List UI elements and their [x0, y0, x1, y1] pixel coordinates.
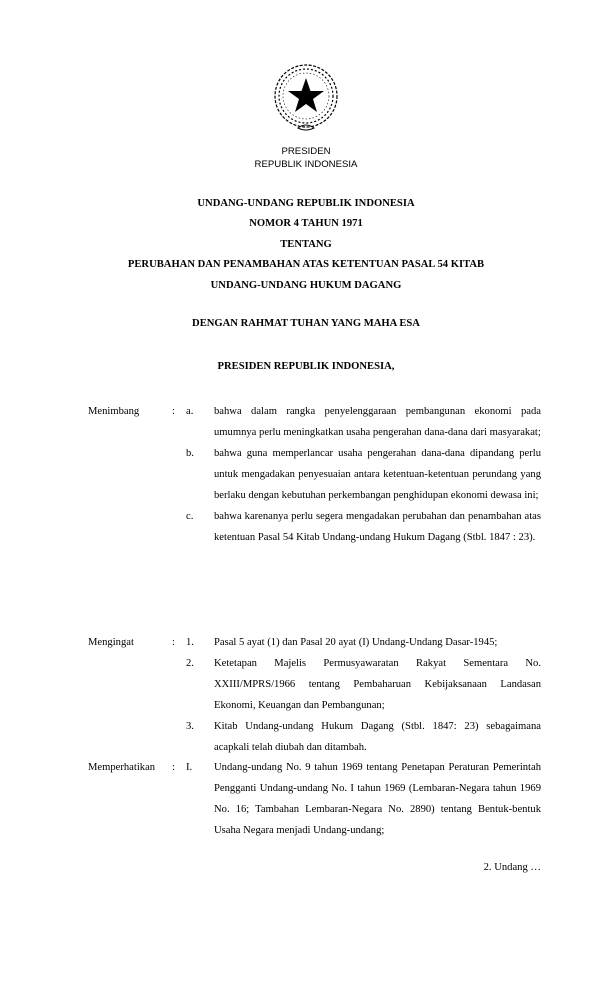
list-item	[88, 632, 548, 653]
item-number: 3.	[186, 721, 194, 732]
item-text: Pasal 5 ayat (1) dan Pasal 20 ayat (I) Undang-Undang Dasar-1945;	[214, 637, 498, 648]
colon: :	[172, 637, 175, 648]
item-text: bahwa guna memperlancar usaha pengerahan dana-dana dipandang perlu untuk mengadakan penyesuaian antara ketentuan-ketentuan perundang yang berlaku dengan kebutuhan perkembangan penghidupan ekonomi dewasa ini;	[214, 448, 541, 501]
list-item	[88, 443, 548, 506]
document-title	[0, 194, 612, 296]
item-number: I.	[186, 762, 193, 773]
list-item	[88, 401, 548, 443]
emblem-line2: REPUBLIK INDONESIA	[254, 159, 358, 170]
item-text: bahwa karenanya perlu segera mengadakan perubahan dan penambahan atas ketentuan Pasal 54 Kitab Undang-undang Hukum Dagang (Stbl. 1847 : 23).	[214, 511, 541, 543]
colon: :	[172, 406, 175, 417]
section-memperhatikan	[88, 757, 548, 841]
list-item	[88, 757, 548, 841]
item-text: Kitab Undang-undang Hukum Dagang (Stbl. 1847: 23) sebagaimana acapkali telah diubah dan ditambah.	[214, 721, 541, 753]
list-item	[88, 506, 548, 548]
section-menimbang	[88, 401, 548, 548]
invocation: DENGAN RAHMAT TUHAN YANG MAHA ESA	[192, 318, 420, 329]
emblem-caption	[0, 145, 612, 171]
item-text: Ketetapan Majelis Permusyawaratan Rakyat Sementara No. XXIII/MPRS/1966 tentang Pembaharuan Kebijaksanaan Landasan Ekonomi, Keuangan dan Pembangunan;	[214, 658, 541, 711]
section-label: Memperhatikan	[88, 762, 156, 773]
section-label: Menimbang	[88, 406, 140, 417]
colon: :	[172, 762, 175, 773]
section-mengingat	[88, 632, 548, 758]
list-item	[88, 716, 548, 758]
item-number: 1.	[186, 637, 194, 648]
emblem-line1: PRESIDEN	[281, 146, 331, 157]
next-page-catchword: 2. Undang …	[483, 862, 541, 873]
title-line: NOMOR 4 TAHUN 1971	[249, 218, 363, 230]
title-line: TENTANG	[280, 238, 332, 250]
item-number: 2.	[186, 658, 194, 669]
item-number: b.	[186, 448, 194, 459]
title-line: PERUBAHAN DAN PENAMBAHAN ATAS KETENTUAN PASAL 54 KITAB	[127, 259, 485, 271]
garuda-presidential-emblem-icon	[270, 58, 342, 140]
item-text: Undang-undang No. 9 tahun 1969 tentang Penetapan Peraturan Pemerintah Pengganti Undang-undang No. I tahun 1969 (Lembaran-Negara tahun 1969 No. 16; Tambahan Lembaran-Negara No. 2890) tentang Bentuk-bentuk Usaha Negara menjadi Undang-undang;	[214, 762, 541, 836]
item-text: bahwa dalam rangka penyelenggaraan pembangunan ekonomi pada umumnya perlu meningkatkan usaha pengerahan dana-dana dari masyarakat;	[214, 406, 541, 438]
title-line: UNDANG-UNDANG REPUBLIK INDONESIA	[197, 198, 415, 209]
president-heading: PRESIDEN REPUBLIK INDONESIA,	[217, 361, 395, 372]
list-item	[88, 653, 548, 716]
section-label: Mengingat	[88, 637, 134, 648]
item-number: a.	[186, 406, 194, 417]
item-number: c.	[186, 511, 194, 522]
title-line: UNDANG-UNDANG HUKUM DAGANG	[210, 279, 402, 291]
